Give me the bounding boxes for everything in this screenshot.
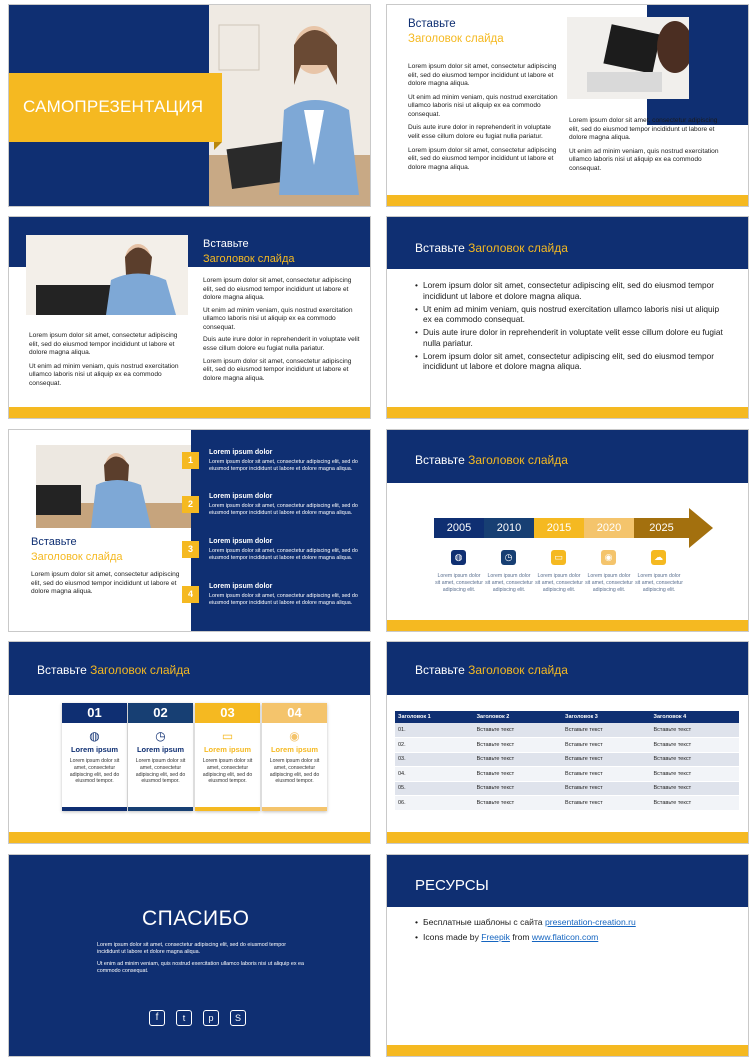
card-number: 03: [195, 703, 260, 723]
slide-title-line1: Вставьте: [408, 18, 456, 30]
paragraph: Lorem ipsum dolor sit amet, consectetur adipiscing elit, sed do eiusmod tempor incididunt ut labore et dolore magna aliqua.: [203, 357, 352, 382]
table-cell: Вставьте текст: [562, 781, 650, 796]
item-heading: Lorem ipsum dolor: [209, 583, 273, 590]
feature-card: [128, 703, 193, 811]
photo-woman-thinking: [209, 5, 371, 207]
slide-4-bullets[interactable]: [386, 216, 749, 419]
card-number: 02: [128, 703, 193, 723]
table-header: Заголовок 3: [562, 711, 650, 723]
card-text: Lorem ipsum dolor sit amet, consectetur adipiscing elit, sed do eiusmod tempor.: [135, 758, 186, 785]
slide-title-line1: Вставьте: [203, 238, 249, 250]
timeline-year: 2015: [534, 518, 584, 538]
card-text: Lorem ipsum dolor sit amet, consectetur adipiscing elit, sed do eiusmod tempor.: [269, 758, 320, 785]
slide-1-title[interactable]: [8, 4, 371, 207]
slide-title-line1: Вставьте: [31, 536, 77, 548]
slide-title: РЕСУРСЫ: [415, 877, 489, 894]
paragraph: Lorem ipsum dolor sit amet, consectetur adipiscing elit, sed do eiusmod tempor incididunt ut labore et dolore magna aliqua.: [31, 571, 180, 596]
card-text: Lorem ipsum dolor sit amet, consectetur adipiscing elit, sed do eiusmod tempor.: [202, 758, 253, 785]
table-cell: 01.: [395, 723, 474, 738]
item-text: Lorem ipsum dolor sit amet, consectetur adipiscing elit, sed do eiusmod tempor incididunt ut labore et dolore magna aliqua.: [209, 593, 358, 607]
table-row: [395, 767, 739, 782]
paragraph: Ut enim ad minim veniam, quis nostrud exercitation ullamco laboris nisi ut aliquip ex ea commodo consequat.: [408, 93, 558, 118]
timeline-text: Lorem ipsum dolor sit amet, consectetur adipiscing elit.: [535, 573, 583, 594]
slide-8-table[interactable]: [386, 641, 749, 844]
thanks-title: СПАСИБО: [142, 907, 250, 930]
pinterest-icon[interactable]: p: [203, 1010, 219, 1026]
resource-item: • Бесплатные шаблоны с сайта presentation-creation.ru: [415, 915, 735, 930]
skype-icon[interactable]: S: [230, 1010, 246, 1026]
item-heading: Lorem ipsum dolor: [209, 538, 273, 545]
table-cell: 03.: [395, 752, 474, 767]
bottom-gold-bar: [387, 407, 749, 419]
card-title: Lorem ipsum: [270, 745, 319, 754]
table-cell: Вставьте текст: [651, 796, 740, 811]
bottom-gold-bar: [9, 832, 371, 844]
table-header: Заголовок 2: [474, 711, 562, 723]
number-badge: 4: [182, 586, 199, 603]
paragraph: Ut enim ad minim veniam, quis nostrud exercitation ullamco laboris nisi ut aliquip ex ea commodo consequat.: [569, 147, 719, 172]
paragraph: Ut enim ad minim veniam, quis nostrud exercitation ullamco laboris nisi ut aliquip ex ea commodo consequat.: [29, 362, 179, 387]
table-cell: Вставьте текст: [651, 767, 740, 782]
item-text: Lorem ipsum dolor sit amet, consectetur adipiscing elit, sed do eiusmod tempor incididunt ut labore et dolore magna aliqua.: [209, 503, 358, 517]
paragraph: Lorem ipsum dolor sit amet, consectetur adipiscing elit, sed do eiusmod tempor incididunt ut labore et dolore magna aliqua.: [408, 146, 557, 171]
presentation-title: САМОПРЕЗЕНТАЦИЯ: [23, 97, 204, 116]
table-cell: Вставьте текст: [562, 796, 650, 811]
timeline-year: 2025: [634, 518, 689, 538]
table-row: [395, 723, 739, 738]
paragraph: Lorem ipsum dolor sit amet, consectetur adipiscing elit, sed do eiusmod tempor incididunt ut labore et dolore magna aliqua.: [408, 63, 557, 88]
table-cell: Вставьте текст: [474, 752, 562, 767]
number-badge: 1: [182, 452, 199, 469]
timeline-text: Lorem ipsum dolor sit amet, consectetur adipiscing elit.: [485, 573, 533, 594]
table-cell: Вставьте текст: [474, 767, 562, 782]
table-cell: Вставьте текст: [474, 796, 562, 811]
slide-10-resources[interactable]: [386, 854, 749, 1057]
table-cell: Вставьте текст: [651, 738, 740, 753]
bottom-gold-bar: [387, 195, 749, 207]
item-heading: Lorem ipsum dolor: [209, 449, 273, 456]
number-badge: 2: [182, 496, 199, 513]
clock-icon: ◷: [155, 729, 166, 743]
bottom-gold-bar: [9, 407, 371, 419]
slide-title-line2: Заголовок слайда: [31, 550, 123, 563]
table-cell: Вставьте текст: [651, 752, 740, 767]
cloud-icon: ☁: [651, 550, 666, 565]
table-cell: 04.: [395, 767, 474, 782]
flaticon-link[interactable]: www.flaticon.com: [531, 931, 599, 942]
banner-fold: [214, 142, 222, 150]
bottom-gold-bar: [387, 620, 749, 632]
table-cell: 02.: [395, 738, 474, 753]
item-heading: Lorem ipsum dolor: [209, 493, 273, 500]
table-row: [395, 796, 739, 811]
timeline-year: 2005: [434, 518, 484, 538]
bullet-item: • Lorem ipsum dolor sit amet, consectetur adipiscing elit, sed do eiusmod tempor incididunt ut labore et dolore magna aliqua.: [415, 280, 727, 302]
paragraph: Lorem ipsum dolor sit amet, consectetur adipiscing elit, sed do eiusmod tempor incididunt ut labore et dolore magna aliqua.: [569, 117, 718, 142]
table-header: Заголовок 4: [651, 711, 740, 723]
pin-icon: ◉: [289, 729, 300, 743]
slide-3-text-photo[interactable]: [8, 216, 371, 419]
timeline-arrowhead: [689, 508, 713, 548]
table-cell: Вставьте текст: [562, 752, 650, 767]
table-cell: 05.: [395, 781, 474, 796]
item-text: Lorem ipsum dolor sit amet, consectetur adipiscing elit, sed do eiusmod tempor incididunt ut labore et dolore magna aliqua.: [209, 548, 358, 562]
table-cell: Вставьте текст: [562, 767, 650, 782]
photo-laptop: [567, 17, 689, 99]
table-row: [395, 738, 739, 753]
globe-icon: ◍: [89, 729, 100, 743]
number-badge: 3: [182, 541, 199, 558]
table-cell: 06.: [395, 796, 474, 811]
table-cell: Вставьте текст: [474, 781, 562, 796]
table-cell: Вставьте текст: [474, 738, 562, 753]
table-cell: Вставьте текст: [651, 723, 740, 738]
table-cell: Вставьте текст: [562, 738, 650, 753]
timeline-text: Lorem ipsum dolor sit amet, consectetur adipiscing elit.: [635, 573, 683, 594]
folder-icon: ▭: [221, 729, 234, 743]
freepik-link[interactable]: Freepik: [481, 931, 510, 942]
bottom-gold-bar: [387, 832, 749, 844]
card-text: Lorem ipsum dolor sit amet, consectetur adipiscing elit, sed do eiusmod tempor.: [69, 758, 120, 785]
slide-title: Вставьте Заголовок слайда: [415, 453, 568, 467]
bullet-item: • Duis aute irure dolor in reprehenderit in voluptate velit esse cillum dolore eu fugiat nulla pariatur.: [415, 327, 727, 349]
folder-icon: ▭: [551, 550, 566, 565]
bullet-item: • Ut enim ad minim veniam, quis nostrud exercitation ullamco laboris nisi ut aliquip ex ea commodo consequat.: [415, 304, 727, 326]
feature-card: [62, 703, 127, 811]
bullet-item: • Lorem ipsum dolor sit amet, consectetur adipiscing elit, sed do eiusmod tempor incididunt ut labore et dolore magna aliqua.: [415, 351, 727, 373]
slide-9-thanks[interactable]: [8, 854, 371, 1057]
card-number: 01: [62, 703, 127, 723]
paragraph: Duis aute irure dolor in reprehenderit in voluptate velit esse cillum dolore eu fugiat nulla pariatur.: [408, 124, 551, 140]
twitter-icon[interactable]: t: [176, 1010, 192, 1026]
paragraph: Ut enim ad minim veniam, quis nostrud exercitation ullamco laboris nisi ut aliquip ex ea commodo consequat.: [203, 306, 353, 331]
card-title: Lorem ipsum: [136, 745, 185, 754]
timeline-year: 2020: [584, 518, 634, 538]
table-cell: Вставьте текст: [474, 723, 562, 738]
slide-title: Вставьте Заголовок слайда: [415, 241, 568, 255]
timeline-text: Lorem ipsum dolor sit amet, consectetur adipiscing elit.: [585, 573, 633, 594]
table-cell: Вставьте текст: [562, 723, 650, 738]
resource-item: • Icons made by Freepik from www.flaticon.com: [415, 930, 735, 945]
photo-woman-desk: [36, 445, 191, 528]
slide-6-timeline[interactable]: [386, 429, 749, 632]
bottom-gold-bar: [387, 1045, 749, 1057]
slide-title: Вставьте Заголовок слайда: [37, 663, 190, 677]
table-header: Заголовок 1: [395, 711, 474, 723]
facebook-icon[interactable]: f: [149, 1010, 165, 1026]
feature-card: [195, 703, 260, 811]
slide-7-cards[interactable]: [8, 641, 371, 844]
table-cell: Вставьте текст: [651, 781, 740, 796]
clock-icon: ◷: [501, 550, 516, 565]
photo-woman-writing: [26, 235, 188, 315]
pin-icon: ◉: [601, 550, 616, 565]
paragraph: Ut enim ad minim veniam, quis nostrud exercitation ullamco laboris nisi ut aliquip ex ea commodo consequat.: [97, 961, 305, 975]
card-number: 04: [262, 703, 327, 723]
paragraph: Lorem ipsum dolor sit amet, consectetur adipiscing elit, sed do eiusmod tempor incididunt ut labore et dolore magna aliqua.: [203, 277, 352, 302]
slide-title-line2: Заголовок слайда: [408, 32, 504, 45]
slide-2-text-photo[interactable]: [386, 4, 749, 207]
timeline-text: Lorem ipsum dolor sit amet, consectetur adipiscing elit.: [435, 573, 483, 594]
paragraph: Duis aute irure dolor in reprehenderit in voluptate velit esse cillum dolore eu fugiat nulla pariatur.: [203, 336, 360, 352]
item-text: Lorem ipsum dolor sit amet, consectetur adipiscing elit, sed do eiusmod tempor incididunt ut labore et dolore magna aliqua.: [209, 459, 358, 473]
table-row: [395, 752, 739, 767]
slide-title: Вставьте Заголовок слайда: [415, 663, 568, 677]
feature-card: [262, 703, 327, 811]
slide-title-line2: Заголовок слайда: [203, 252, 295, 265]
slide-5-numbered-list[interactable]: [8, 429, 371, 632]
presentation-creation-link[interactable]: presentation-creation.ru: [544, 917, 636, 927]
card-title: Lorem ipsum: [70, 745, 119, 754]
card-title: Lorem ipsum: [203, 745, 252, 754]
timeline-year: 2010: [484, 518, 534, 538]
paragraph: Lorem ipsum dolor sit amet, consectetur adipiscing elit, sed do eiusmod tempor incididunt ut labore et dolore magna aliqua.: [29, 332, 178, 357]
globe-icon: ◍: [451, 550, 466, 565]
table-row: [395, 781, 739, 796]
paragraph: Lorem ipsum dolor sit amet, consectetur adipiscing elit, sed do eiusmod tempor incididunt ut labore et dolore magna aliqua.: [97, 942, 287, 956]
data-table: [395, 711, 739, 811]
